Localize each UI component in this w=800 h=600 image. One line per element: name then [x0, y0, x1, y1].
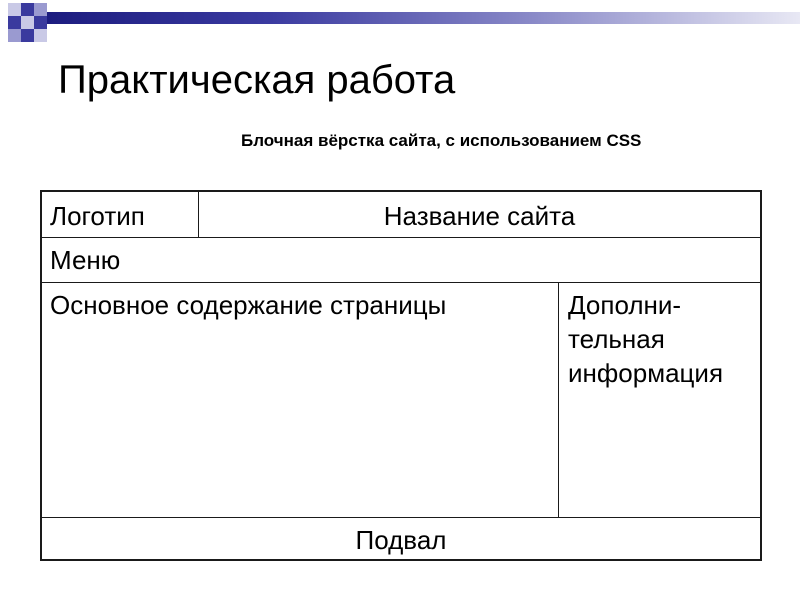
footer-block	[42, 518, 760, 559]
site-name-block-label: Название сайта	[383, 201, 576, 231]
page-layout-diagram	[40, 190, 762, 561]
title-bar-decoration	[40, 12, 800, 24]
extra-info-line: Дополни-	[568, 290, 682, 320]
main-content-block-label: Основное содержание страницы	[50, 290, 447, 320]
slide-subtitle: Блочная вёрстка сайта, с использованием CSS	[241, 131, 642, 150]
site-name-block	[199, 192, 760, 238]
extra-info-block	[559, 283, 760, 518]
slide-title: Практическая работа	[58, 58, 456, 102]
menu-block	[42, 238, 760, 283]
main-content-block	[42, 283, 559, 518]
extra-info-line: информация	[568, 357, 724, 388]
logo-block	[42, 192, 199, 238]
logo-block-label: Логотип	[50, 201, 145, 231]
menu-block-label: Меню	[50, 245, 121, 275]
footer-block-label: Подвал	[355, 525, 447, 555]
extra-info-line: тельная	[568, 323, 665, 354]
